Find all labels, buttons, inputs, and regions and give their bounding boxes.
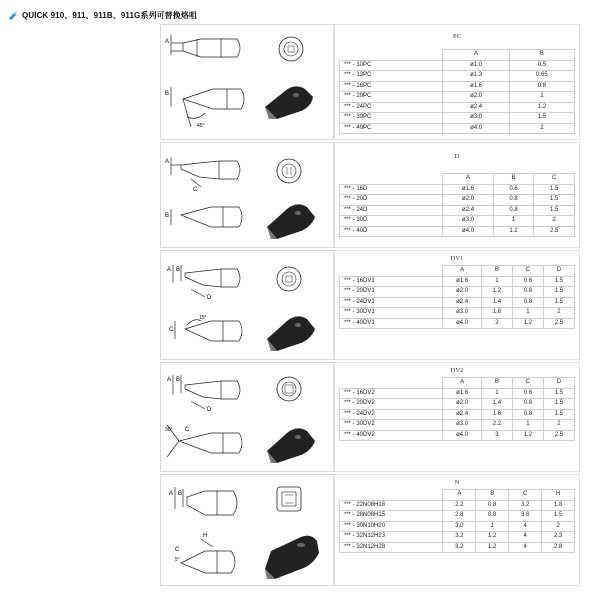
model-cell: *** - 30PC bbox=[340, 113, 443, 124]
section-title: D bbox=[454, 153, 460, 160]
column-header: D bbox=[543, 378, 574, 389]
value-cell: ø2.0 bbox=[443, 399, 481, 410]
value-cell: ø1.3 bbox=[443, 71, 509, 82]
model-cell: *** - 22N08H18 bbox=[340, 500, 443, 511]
value-cell: 2 bbox=[543, 308, 574, 319]
value-cell: 0.5 bbox=[509, 60, 574, 71]
column-header: B bbox=[509, 50, 574, 61]
table-row bbox=[340, 71, 575, 82]
table-row bbox=[340, 195, 575, 206]
value-cell: 1.5 bbox=[543, 399, 574, 410]
value-cell: ø2.4 bbox=[443, 297, 481, 308]
model-cell: *** - 40D bbox=[340, 226, 443, 237]
table-header-row bbox=[340, 378, 575, 389]
d-tip-diagram bbox=[161, 143, 333, 247]
model-cell: *** - 30DV2 bbox=[340, 420, 443, 431]
dv2-tip-diagram bbox=[161, 363, 333, 471]
value-cell: ø4.0 bbox=[443, 123, 509, 134]
table-row bbox=[340, 60, 575, 71]
value-cell: 1.5 bbox=[543, 287, 574, 298]
column-header: A bbox=[443, 50, 509, 61]
drawing-label-c: C bbox=[175, 547, 180, 553]
table-row bbox=[340, 113, 575, 124]
section-title: PC bbox=[453, 33, 461, 40]
model-cell: *** - 16DV2 bbox=[340, 388, 443, 399]
value-cell: ø1.6 bbox=[443, 276, 481, 287]
column-header: A bbox=[443, 378, 481, 389]
value-cell: ø2.0 bbox=[443, 92, 509, 103]
column-header: C bbox=[512, 378, 543, 389]
value-cell: 3 bbox=[481, 430, 512, 441]
model-cell: *** - 16D bbox=[340, 184, 443, 195]
column-header: A bbox=[443, 266, 481, 277]
spec-table-dv2-cell bbox=[334, 362, 580, 472]
header-blank-cell bbox=[340, 266, 443, 277]
value-cell: ø1.6 bbox=[443, 388, 481, 399]
tip-drawing-d bbox=[160, 142, 334, 248]
value-cell: 0.6 bbox=[512, 276, 543, 287]
value-cell: 1 bbox=[512, 420, 543, 431]
spec-table-pc-cell bbox=[334, 24, 580, 140]
column-header: C bbox=[509, 490, 542, 501]
value-cell: 1.2 bbox=[476, 532, 509, 543]
value-cell: 2.3 bbox=[542, 532, 575, 543]
drawing-label-d: D bbox=[207, 295, 212, 301]
table-row bbox=[340, 308, 575, 319]
drawing-label-a: A bbox=[169, 491, 174, 497]
spec-table-n-cell bbox=[334, 474, 580, 586]
model-cell: *** - 24DV1 bbox=[340, 297, 443, 308]
column-header: D bbox=[543, 266, 574, 277]
value-cell: 4 bbox=[509, 542, 542, 553]
header-blank-cell bbox=[340, 174, 443, 185]
table-row bbox=[340, 276, 575, 287]
table-header-row bbox=[340, 50, 575, 61]
value-cell: 2.5 bbox=[534, 226, 575, 237]
page-title: QUICK 910、911、911B、911G系列可替换烙咀 bbox=[22, 10, 198, 20]
table-row bbox=[340, 399, 575, 410]
value-cell: 1.5 bbox=[534, 205, 575, 216]
drawing-label-b: B bbox=[178, 491, 183, 497]
drawing-label-angle: 30° bbox=[165, 427, 173, 433]
value-cell: ø1.6 bbox=[443, 184, 493, 195]
model-cell: *** - 16DV1 bbox=[340, 276, 443, 287]
tip-drawing-n bbox=[160, 474, 334, 586]
value-cell: 1.5 bbox=[543, 276, 574, 287]
value-cell: 1.6 bbox=[481, 308, 512, 319]
value-cell: ø2.0 bbox=[443, 287, 481, 298]
section-title: N bbox=[454, 479, 460, 486]
value-cell: 2.8 bbox=[443, 511, 476, 522]
header-blank-cell bbox=[340, 378, 443, 389]
model-cell: *** - 28N08H15 bbox=[340, 511, 443, 522]
value-cell: 1.6 bbox=[481, 409, 512, 420]
value-cell: 0.8 bbox=[512, 399, 543, 410]
header bbox=[8, 8, 197, 22]
drawing-label-b: B bbox=[176, 377, 181, 383]
model-cell: *** - 20DV2 bbox=[340, 399, 443, 410]
model-cell: *** - 13PC bbox=[340, 71, 443, 82]
value-cell: 2.5 bbox=[543, 318, 574, 329]
drawing-label-angle: 45° bbox=[197, 123, 205, 129]
table-header-row bbox=[340, 490, 575, 501]
pc-tip-diagram bbox=[161, 25, 333, 139]
drawing-label-c: C bbox=[185, 427, 190, 433]
value-cell: 3.2 bbox=[443, 542, 476, 553]
drawing-label-h: H bbox=[203, 533, 208, 539]
value-cell: ø2.0 bbox=[443, 195, 493, 206]
model-cell: *** - 20DV1 bbox=[340, 287, 443, 298]
model-cell: *** - 24PC bbox=[340, 102, 443, 113]
value-cell: 2 bbox=[543, 420, 574, 431]
column-header: B bbox=[481, 378, 512, 389]
value-cell: 1 bbox=[512, 308, 543, 319]
value-cell: ø1.0 bbox=[443, 60, 509, 71]
value-cell: 4 bbox=[509, 521, 542, 532]
table-row bbox=[340, 409, 575, 420]
table-row bbox=[340, 205, 575, 216]
value-cell: 0.8 bbox=[476, 500, 509, 511]
value-cell: 1 bbox=[476, 521, 509, 532]
value-cell: ø4.0 bbox=[443, 430, 481, 441]
model-cell: *** - 32N12H23 bbox=[340, 532, 443, 543]
header-blank-cell bbox=[340, 490, 443, 501]
value-cell: 2.2 bbox=[481, 420, 512, 431]
value-cell: 1 bbox=[481, 388, 512, 399]
drawing-label-a: A bbox=[165, 159, 170, 165]
spec-table-dv1-cell bbox=[334, 250, 580, 360]
column-header: A bbox=[443, 490, 476, 501]
value-cell: ø4.0 bbox=[443, 226, 493, 237]
value-cell: 1 bbox=[481, 276, 512, 287]
column-header: A bbox=[443, 174, 493, 185]
table-row bbox=[340, 500, 575, 511]
value-cell: 1.5 bbox=[543, 409, 574, 420]
column-header: B bbox=[493, 174, 534, 185]
table-row bbox=[340, 123, 575, 134]
value-cell: 4 bbox=[509, 532, 542, 543]
value-cell: 1.2 bbox=[512, 318, 543, 329]
model-cell: *** - 40DV2 bbox=[340, 430, 443, 441]
table-row bbox=[340, 542, 575, 553]
n-tip-diagram bbox=[161, 475, 333, 585]
table-row bbox=[340, 184, 575, 195]
table-row bbox=[340, 287, 575, 298]
value-cell: 2 bbox=[542, 521, 575, 532]
drawing-label-b: B bbox=[165, 213, 170, 219]
value-cell: 2 bbox=[509, 123, 574, 134]
value-cell: ø2.4 bbox=[443, 409, 481, 420]
model-cell: *** - 32N12H28 bbox=[340, 542, 443, 553]
dv1-tip-diagram bbox=[161, 251, 333, 359]
spec-table bbox=[339, 489, 575, 553]
value-cell: 0.8 bbox=[512, 409, 543, 420]
value-cell: 1.5 bbox=[534, 184, 575, 195]
value-cell: 1.2 bbox=[493, 226, 534, 237]
value-cell: 2.5 bbox=[543, 430, 574, 441]
table-row bbox=[340, 430, 575, 441]
value-cell: 1 bbox=[509, 92, 574, 103]
value-cell: 0.65 bbox=[509, 71, 574, 82]
model-cell: *** - 30N10H20 bbox=[340, 521, 443, 532]
model-cell: *** - 40DV1 bbox=[340, 318, 443, 329]
value-cell: 2.8 bbox=[542, 542, 575, 553]
spec-table bbox=[339, 265, 575, 329]
spec-table-d-cell bbox=[334, 142, 580, 248]
value-cell: ø3.0 bbox=[443, 420, 481, 431]
model-cell: *** - 24DV2 bbox=[340, 409, 443, 420]
section-title: DV1 bbox=[450, 255, 464, 262]
value-cell: 1.5 bbox=[543, 388, 574, 399]
value-cell: 2 bbox=[481, 318, 512, 329]
value-cell: 1.5 bbox=[509, 113, 574, 124]
value-cell: 1.4 bbox=[481, 297, 512, 308]
table-row bbox=[340, 388, 575, 399]
value-cell: 0.8 bbox=[493, 205, 534, 216]
section-title: DV2 bbox=[450, 367, 464, 374]
value-cell: ø3.0 bbox=[443, 216, 493, 227]
model-cell: *** - 20PC bbox=[340, 92, 443, 103]
table-row bbox=[340, 318, 575, 329]
value-cell: 1.8 bbox=[542, 500, 575, 511]
value-cell: 3.2 bbox=[509, 500, 542, 511]
value-cell: ø2.4 bbox=[443, 102, 509, 113]
value-cell: 0.8 bbox=[476, 511, 509, 522]
tip-drawing-pc bbox=[160, 24, 334, 140]
value-cell: 0.8 bbox=[509, 81, 574, 92]
value-cell: 1.2 bbox=[512, 430, 543, 441]
value-cell: 0.8 bbox=[512, 297, 543, 308]
column-header: H bbox=[542, 490, 575, 501]
value-cell: 1.5 bbox=[543, 297, 574, 308]
table-row bbox=[340, 297, 575, 308]
value-cell: 1.4 bbox=[481, 399, 512, 410]
value-cell: ø2.4 bbox=[443, 205, 493, 216]
drawing-label-a: A bbox=[167, 267, 172, 273]
table-row bbox=[340, 226, 575, 237]
value-cell: 1.2 bbox=[509, 102, 574, 113]
value-cell: 3.2 bbox=[443, 532, 476, 543]
model-cell: *** - 16PC bbox=[340, 81, 443, 92]
value-cell: 3.0 bbox=[443, 521, 476, 532]
value-cell: ø3.0 bbox=[443, 113, 509, 124]
header-blank-cell bbox=[340, 50, 443, 61]
table-header-row bbox=[340, 266, 575, 277]
column-header: B bbox=[476, 490, 509, 501]
table-row bbox=[340, 81, 575, 92]
value-cell: 3.6 bbox=[509, 511, 542, 522]
value-cell: ø3.0 bbox=[443, 308, 481, 319]
soldering-tip-icon bbox=[8, 10, 18, 20]
table-row bbox=[340, 420, 575, 431]
column-header: B bbox=[481, 266, 512, 277]
table-row bbox=[340, 102, 575, 113]
table-row bbox=[340, 532, 575, 543]
value-cell: 1.2 bbox=[476, 542, 509, 553]
table-row bbox=[340, 521, 575, 532]
tip-drawing-dv2 bbox=[160, 362, 334, 472]
value-cell: 0.8 bbox=[493, 195, 534, 206]
model-cell: *** - 40PC bbox=[340, 123, 443, 134]
table-row bbox=[340, 92, 575, 103]
value-cell: 2 bbox=[534, 216, 575, 227]
column-header: C bbox=[534, 174, 575, 185]
table-header-row bbox=[340, 174, 575, 185]
value-cell: 0.6 bbox=[493, 184, 534, 195]
drawing-label-c: C bbox=[193, 187, 198, 193]
table-row bbox=[340, 216, 575, 227]
value-cell: 2.2 bbox=[443, 500, 476, 511]
value-cell: 1.2 bbox=[481, 287, 512, 298]
model-cell: *** - 30D bbox=[340, 216, 443, 227]
drawing-label-b: B bbox=[176, 267, 181, 273]
value-cell: 1 bbox=[493, 216, 534, 227]
spec-table bbox=[339, 173, 575, 237]
spec-table bbox=[339, 49, 575, 134]
value-cell: 0.8 bbox=[512, 287, 543, 298]
drawing-label-d: D bbox=[207, 407, 212, 413]
model-cell: *** - 10PC bbox=[340, 60, 443, 71]
drawing-label-angle: 5° bbox=[175, 557, 180, 563]
table-row bbox=[340, 511, 575, 522]
drawing-label-c: C bbox=[169, 327, 174, 333]
drawing-label-b: B bbox=[165, 91, 170, 97]
value-cell: ø4.0 bbox=[443, 318, 481, 329]
model-cell: *** - 30DV1 bbox=[340, 308, 443, 319]
value-cell: 0.6 bbox=[512, 388, 543, 399]
drawing-label-a: A bbox=[167, 377, 172, 383]
column-header: C bbox=[512, 266, 543, 277]
drawing-label-angle: 15° bbox=[199, 315, 207, 321]
value-cell: 1.5 bbox=[542, 511, 575, 522]
spec-table bbox=[339, 377, 575, 441]
value-cell: 1.5 bbox=[534, 195, 575, 206]
tip-drawing-dv1 bbox=[160, 250, 334, 360]
model-cell: *** - 24D bbox=[340, 205, 443, 216]
model-cell: *** - 20D bbox=[340, 195, 443, 206]
drawing-label-a: A bbox=[165, 39, 170, 45]
value-cell: ø1.6 bbox=[443, 81, 509, 92]
